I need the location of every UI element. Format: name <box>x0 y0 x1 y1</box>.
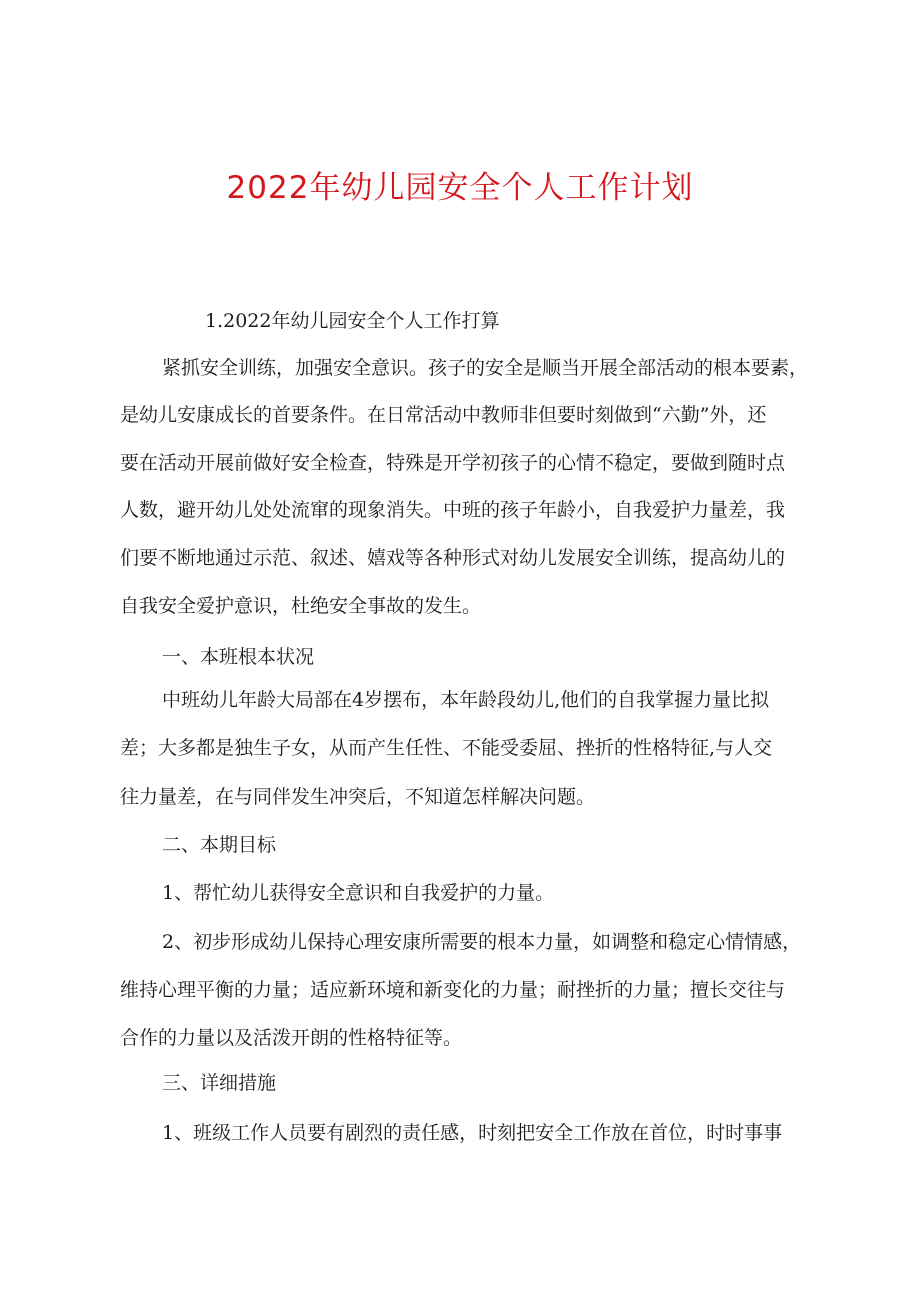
paragraph-line: 紧抓安全训练，加强安全意识。孩子的安全是顺当开展全部活动的根本要素， <box>162 357 809 379</box>
section-heading: 一、本班根本状况 <box>162 646 315 668</box>
subtitle: 1.2022年幼儿园安全个人工作打算 <box>205 310 500 332</box>
section-heading: 三、详细措施 <box>162 1072 277 1094</box>
list-item: 1、班级工作人员要有剧烈的责任感，时刻把安全工作放在首位，时时事事 <box>162 1122 783 1144</box>
paragraph-line: 2、初步形成幼儿保持心理安康所需要的根本力量，如调整和稳定心情情感， <box>162 931 802 953</box>
paragraph-line: 是幼儿安康成长的首要条件。在日常活动中教师非但要时刻做到“六勤”外，还 <box>120 404 767 426</box>
paragraph-line: 们要不断地通过示范、叙述、嬉戏等各种形式对幼儿发展安全训练，提高幼儿的 <box>120 547 786 569</box>
paragraph-line: 自我安全爱护意识，杜绝安全事故的发生。 <box>120 595 482 617</box>
paragraph-line: 往力量差，在与同伴发生冲突后，不知道怎样解决问题。 <box>120 786 596 808</box>
paragraph-line: 维持心理平衡的力量；适应新环境和新变化的力量；耐挫折的力量；擅长交往与 <box>120 979 786 1001</box>
paragraph-line: 要在活动开展前做好安全检查，特殊是开学初孩子的心情不稳定，要做到随时点 <box>120 452 786 474</box>
section-heading: 二、本期目标 <box>162 834 277 856</box>
paragraph-line: 中班幼儿年龄大局部在4岁摆布，本年龄段幼儿,他们的自我掌握力量比拟 <box>162 689 770 711</box>
list-item: 1、帮忙幼儿获得安全意识和自我爱护的力量。 <box>162 882 555 904</box>
document-title: 2022年幼儿园安全个人工作计划 <box>226 170 694 206</box>
paragraph-line: 差；大多都是独生子女，从而产生任性、不能受委屈、挫折的性格特征,与人交 <box>120 737 773 759</box>
paragraph-line: 人数，避开幼儿处处流窜的现象消失。中班的孩子年龄小，自我爱护力量差，我 <box>120 499 786 521</box>
paragraph-line: 合作的力量以及活泼开朗的性格特征等。 <box>120 1027 463 1049</box>
